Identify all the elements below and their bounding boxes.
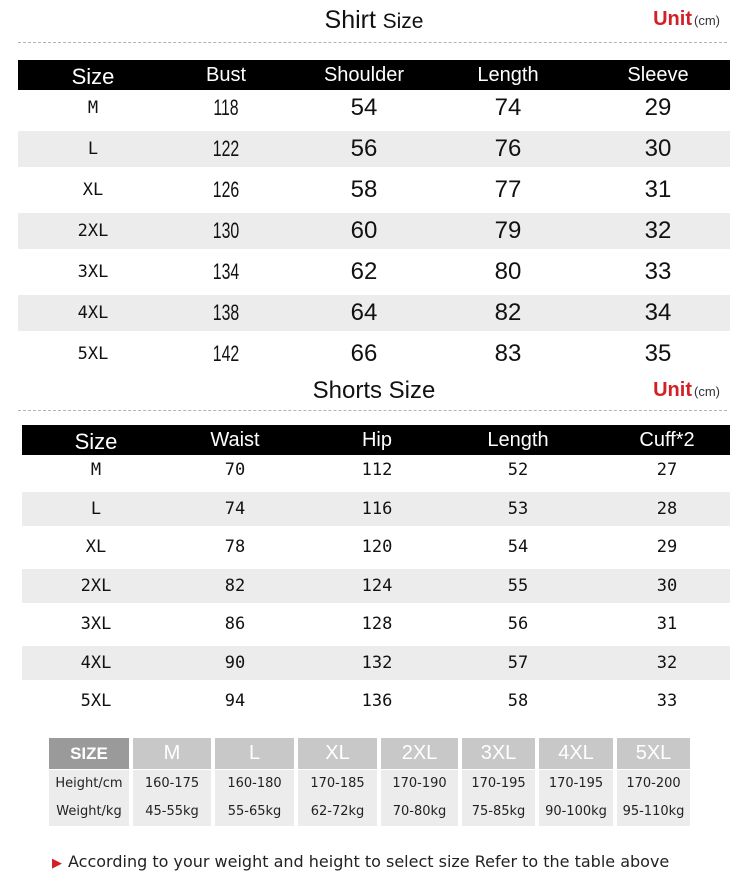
rec-header-m: M [133,738,211,769]
table-cell: XL [82,180,104,200]
shirt-title-main: Shirt [324,6,376,34]
shirt-header-size: Size [71,64,115,89]
shorts-table-header [22,425,730,455]
table-cell: 28 [656,498,678,519]
size-recommendation-table [49,738,690,827]
shorts-header-cuff-2: Cuff*2 [639,429,695,451]
table-cell: 5XL [77,344,109,364]
table-row [18,336,730,372]
table-cell: 58 [350,176,378,203]
table-cell: 122 [212,136,240,161]
triangle-bullet-icon: ▶ [52,856,62,871]
table-row [22,646,730,680]
table-row [22,492,730,526]
rec-row-label: Weight/kg [49,798,129,826]
rec-cell: 75-85kg [462,798,535,826]
shirt-header-length: Length [477,64,539,86]
table-row [22,607,730,641]
shorts-divider [18,410,727,411]
table-cell: 4XL [77,303,109,323]
table-cell: 138 [212,300,240,325]
table-cell: 128 [361,614,393,634]
table-row [22,530,730,564]
table-cell: 94 [224,691,246,711]
table-cell: 70 [224,460,246,480]
table-cell: 82 [224,575,246,596]
table-cell: 76 [494,135,522,162]
table-cell: 82 [494,299,522,326]
table-cell: 66 [350,340,378,367]
shirt-header-shoulder: Shoulder [323,64,405,86]
rec-cell: 45-55kg [133,798,211,826]
shirt-unit-paren: (cm) [694,13,720,28]
shirt-table-header [18,60,730,90]
table-cell: 31 [644,176,672,203]
shirt-size-table [18,60,730,372]
table-cell: 29 [644,94,672,121]
rec-header-5xl: 5XL [617,738,690,769]
table-row [22,569,730,603]
shorts-size-table [22,425,730,715]
table-cell: 53 [507,498,529,519]
table-cell: 120 [361,537,393,557]
table-cell: 118 [213,95,239,120]
table-row [18,254,730,290]
table-cell: 83 [494,340,522,367]
rec-cell: 170-195 [462,770,535,798]
rec-cell: 160-180 [215,770,294,798]
shirt-header-sleeve: Sleeve [627,64,689,86]
shorts-header-size: Size [74,429,118,454]
rec-cell: 170-195 [539,770,613,798]
shorts-unit-text: Unit [653,379,692,401]
rec-row-label: Height/cm [49,770,129,798]
table-cell: 2XL [80,575,112,596]
table-cell: 112 [361,460,393,480]
table-cell: 77 [494,176,522,203]
shorts-unit-label [653,379,720,402]
table-cell: 116 [361,498,393,519]
table-cell: 86 [224,614,246,634]
table-cell: 33 [644,258,672,285]
rec-header-2xl: 2XL [381,738,458,769]
table-cell: 60 [350,217,378,244]
table-cell: 134 [212,259,240,284]
table-cell: 78 [224,537,246,557]
table-cell: 142 [212,341,240,366]
table-row [22,684,730,718]
shirt-title-sub: Size [382,10,424,33]
table-row [18,295,730,331]
rec-cell: 170-190 [381,770,458,798]
table-cell: 126 [212,177,240,202]
size-note [52,852,669,871]
table-row [18,213,730,249]
table-cell: 29 [656,537,678,557]
table-row [18,131,730,167]
table-cell: 52 [507,460,529,480]
table-cell: 32 [644,217,672,244]
table-cell: 80 [494,258,522,285]
table-cell: 74 [224,498,246,519]
shorts-unit-paren: (cm) [694,384,720,399]
table-cell: 79 [494,217,522,244]
table-cell: 33 [656,691,678,711]
table-cell: 2XL [77,221,109,241]
table-cell: 32 [656,652,678,673]
table-cell: M [87,98,99,118]
table-row [22,453,730,487]
shorts-header-hip: Hip [361,429,392,451]
rec-cell: 170-200 [617,770,690,798]
table-cell: 124 [361,575,393,596]
table-cell: M [90,460,102,480]
rec-cell: 170-185 [298,770,377,798]
rec-header-l: L [215,738,294,769]
table-cell: 74 [494,94,522,121]
table-cell: 64 [350,299,378,326]
rec-header-4xl: 4XL [539,738,613,769]
table-cell: 54 [507,537,529,557]
table-cell: 54 [350,94,378,121]
shorts-title-row [0,377,748,407]
shirt-header-bust: Bust [205,64,247,86]
table-cell: L [90,498,102,519]
table-cell: 55 [507,575,529,596]
shorts-header-length: Length [487,429,549,451]
table-cell: 3XL [77,262,109,282]
size-note-text: According to your weight and height to select size Refer to the table above [68,852,670,871]
table-cell: 27 [656,460,678,480]
rec-cell: 95-110kg [617,798,690,826]
rec-cell: 90-100kg [539,798,613,826]
shorts-title: Shorts Size [312,377,436,404]
table-cell: 58 [507,691,529,711]
rec-cell: 160-175 [133,770,211,798]
shirt-divider [18,42,727,43]
table-cell: 5XL [80,691,112,711]
shorts-header-waist: Waist [210,429,260,451]
table-cell: 136 [361,691,393,711]
rec-header-size: SIZE [49,738,129,769]
table-cell: 4XL [80,652,112,673]
shirt-unit-text: Unit [653,8,692,30]
table-cell: 35 [644,340,672,367]
table-cell: 3XL [80,614,112,634]
table-cell: 90 [224,652,246,673]
shirt-unit-label [653,8,720,31]
table-cell: 57 [507,652,529,673]
table-row [18,90,730,126]
table-cell: 132 [361,652,393,673]
table-cell: 30 [644,135,672,162]
table-cell: 62 [350,258,378,285]
rec-header-3xl: 3XL [462,738,535,769]
rec-cell: 55-65kg [215,798,294,826]
table-cell: 130 [212,218,240,243]
table-cell: 34 [644,299,672,326]
table-cell: 31 [656,614,678,634]
shirt-title [0,6,748,35]
shirt-title-row [0,6,748,36]
table-cell: 30 [656,575,678,596]
rec-cell: 62-72kg [298,798,377,826]
table-cell: 56 [350,135,378,162]
rec-header-xl: XL [298,738,377,769]
table-row [18,172,730,208]
table-cell: XL [85,537,107,557]
table-cell: 56 [507,614,529,634]
table-cell: L [87,139,99,159]
rec-cell: 70-80kg [381,798,458,826]
